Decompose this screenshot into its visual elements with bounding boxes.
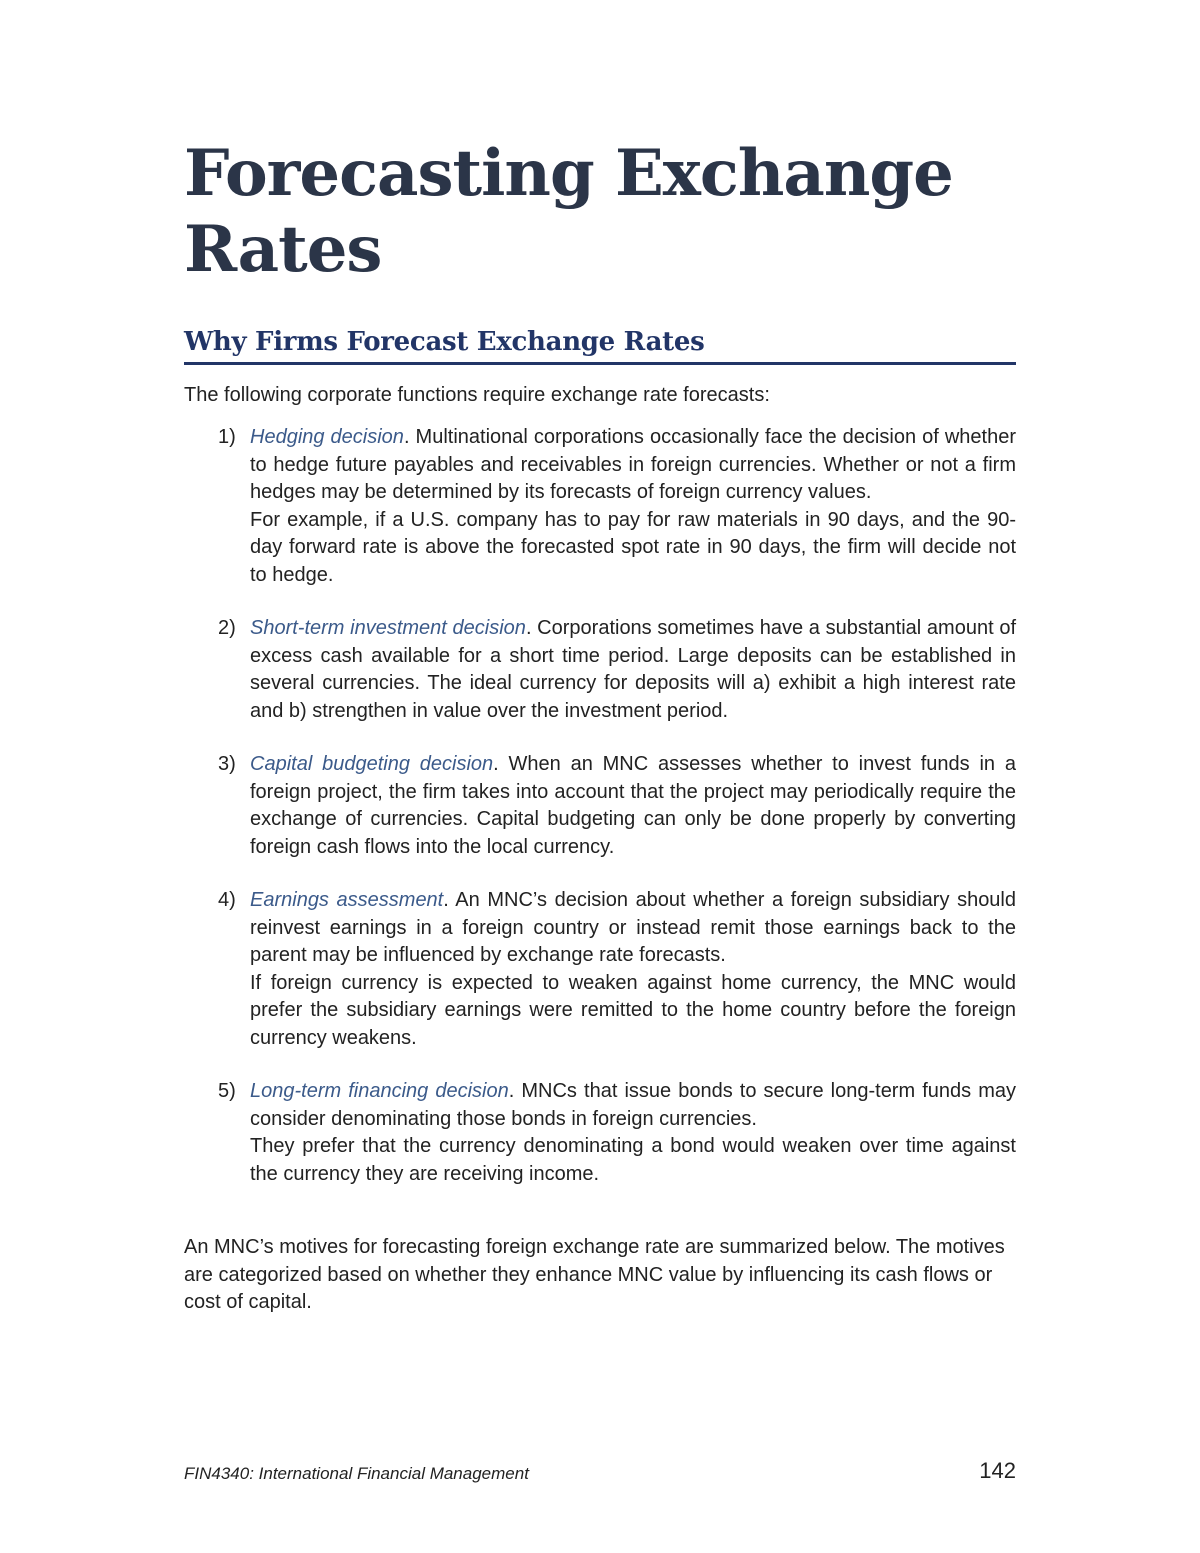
list-item-extra: For example, if a U.S. company has to pay for raw materials in 90 days, and the 90-day forward rate is above the forecasted spot rate in 90 days, the firm will decide not to hedge. (250, 508, 1016, 586)
list-item-body: . MNCs that issue bonds to secure long-term funds may consider denominating those bonds in foreign currencies. (250, 1080, 1016, 1130)
list-item-capital-budgeting (184, 751, 1016, 861)
list-item-body: . Corporations sometimes have a substantial amount of excess cash available for a short time period. Large deposits can be established in several currencies. The ideal currency for deposits will a) exhibit a high interest rate and b) strengthen in value over the investment period. (250, 617, 1017, 722)
summary-paragraph: An MNC’s motives for forecasting foreign exchange rate are summarized below. The motives are categorized based on whether they enhance MNC value by influencing its cash flows or cost of capital. (184, 1236, 1005, 1313)
document-page (184, 0, 1016, 1553)
list-item-earnings-assessment (184, 887, 1016, 1052)
page-title (184, 136, 1016, 288)
list-item-hedging (184, 424, 1016, 589)
list-item-term: Short-term investment decision (250, 617, 526, 639)
section-heading: Why Firms Forecast Exchange Rates (184, 324, 1016, 365)
intro-paragraph: The following corporate functions require exchange rate forecasts: (184, 384, 770, 406)
list-item-body: . An MNC’s decision about whether a foreign subsidiary should reinvest earnings in a foreign country or instead remit those earnings back to the parent may be influenced by exchange rate forecasts. (250, 889, 1017, 966)
list-number: 4) (218, 889, 236, 911)
list-item-text (250, 615, 1016, 725)
list-item-text (250, 887, 1016, 970)
list-number: 1) (218, 426, 236, 448)
list-item-term: Long-term financing decision (250, 1080, 509, 1102)
list-item-short-term-investment (184, 615, 1016, 725)
list-item-long-term-financing (184, 1078, 1016, 1188)
list-item-body: . Multinational corporations occasionally face the decision of whether to hedge future payables and receivables in foreign currencies. Whether or not a firm hedges may be determined by its forecasts of foreign currency values. (250, 426, 1016, 503)
list-number: 2) (218, 617, 236, 639)
list-item-body: . When an MNC assesses whether to invest funds in a foreign project, the firm takes into account that the project may periodically require the exchange of currencies. Capital budgeting can only be done properly by converting foreign cash flows into the local currency. (250, 753, 1016, 858)
list-item-term: Earnings assessment (250, 889, 444, 911)
list-item-extra: If foreign currency is expected to weaken against home currency, the MNC would prefer the subsidiary earnings were remitted to the home country before the foreign currency weakens. (250, 971, 1016, 1049)
list-item-text (250, 1078, 1016, 1133)
list-item-term: Hedging decision (250, 426, 404, 448)
list-item-text (250, 751, 1016, 861)
list-number: 5) (218, 1080, 236, 1102)
list-item-term: Capital budgeting decision (250, 753, 494, 775)
list-item-text (250, 424, 1016, 507)
footer-page-number: 142 (979, 1458, 1016, 1483)
list-item-extra: They prefer that the currency denominating a bond would weaken over time against the currency they are receiving income. (250, 1135, 1016, 1185)
footer-course-title: FIN4340: International Financial Management (184, 1464, 529, 1483)
list-number: 3) (218, 753, 236, 775)
corporate-functions-list (184, 424, 1016, 1214)
page-title-line-2: Rates (184, 212, 382, 287)
page-title-line-1: Forecasting Exchange (184, 136, 953, 211)
